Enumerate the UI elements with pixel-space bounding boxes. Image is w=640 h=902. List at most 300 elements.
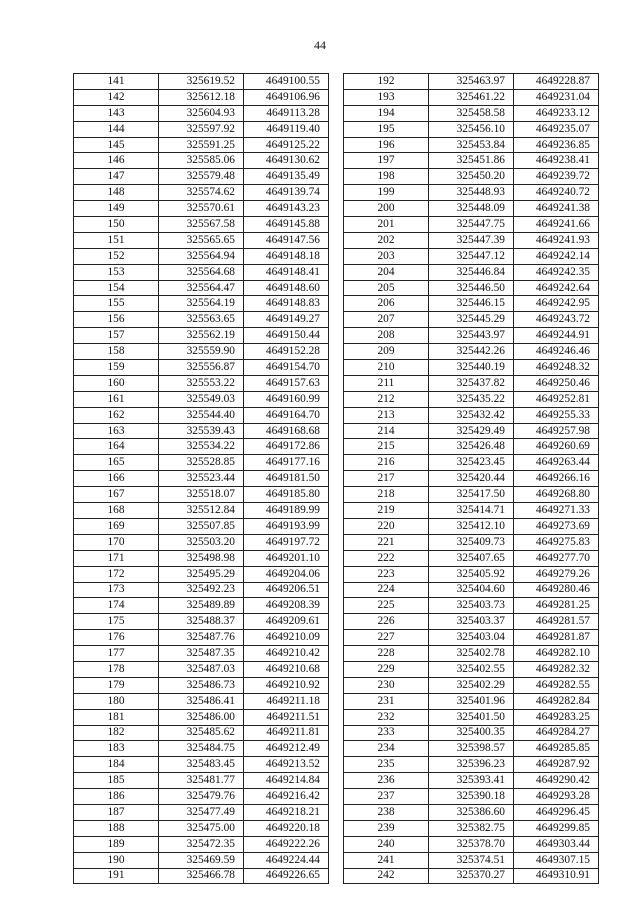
point-number-cell: 158: [74, 344, 159, 360]
x-coordinate-cell: 325414.71: [429, 503, 514, 519]
point-number-cell: 212: [344, 391, 429, 407]
y-coordinate-cell: 4649210.92: [244, 677, 329, 693]
point-number-cell: 149: [74, 201, 159, 217]
y-coordinate-cell: 4649280.46: [514, 582, 599, 598]
x-coordinate-cell: 325402.78: [429, 646, 514, 662]
table-row: [344, 232, 599, 248]
x-coordinate-cell: 325507.85: [159, 518, 244, 534]
y-coordinate-cell: 4649252.81: [514, 391, 599, 407]
point-number-cell: 196: [344, 137, 429, 153]
y-coordinate-cell: 4649164.70: [244, 407, 329, 423]
x-coordinate-cell: 325477.49: [159, 804, 244, 820]
point-number-cell: 180: [74, 693, 159, 709]
y-coordinate-cell: 4649201.10: [244, 550, 329, 566]
table-row: [344, 407, 599, 423]
table-row: [74, 661, 329, 677]
point-number-cell: 146: [74, 153, 159, 169]
point-number-cell: 182: [74, 725, 159, 741]
x-coordinate-cell: 325475.00: [159, 820, 244, 836]
point-number-cell: 179: [74, 677, 159, 693]
y-coordinate-cell: 4649248.32: [514, 360, 599, 376]
table-row: [74, 280, 329, 296]
y-coordinate-cell: 4649210.42: [244, 646, 329, 662]
point-number-cell: 169: [74, 518, 159, 534]
point-number-cell: 181: [74, 709, 159, 725]
y-coordinate-cell: 4649209.61: [244, 614, 329, 630]
table-row: [344, 375, 599, 391]
y-coordinate-cell: 4649290.42: [514, 773, 599, 789]
x-coordinate-cell: 325401.96: [429, 693, 514, 709]
table-row: [74, 423, 329, 439]
y-coordinate-cell: 4649210.09: [244, 630, 329, 646]
point-number-cell: 224: [344, 582, 429, 598]
point-number-cell: 233: [344, 725, 429, 741]
y-coordinate-cell: 4649241.93: [514, 232, 599, 248]
x-coordinate-cell: 325492.23: [159, 582, 244, 598]
point-number-cell: 147: [74, 169, 159, 185]
point-number-cell: 184: [74, 757, 159, 773]
point-number-cell: 156: [74, 312, 159, 328]
table-row: [74, 185, 329, 201]
table-row: [74, 550, 329, 566]
point-number-cell: 231: [344, 693, 429, 709]
table-row: [74, 693, 329, 709]
table-row: [74, 391, 329, 407]
point-number-cell: 239: [344, 820, 429, 836]
table-row: [74, 153, 329, 169]
point-number-cell: 191: [74, 868, 159, 884]
point-number-cell: 232: [344, 709, 429, 725]
y-coordinate-cell: 4649243.72: [514, 312, 599, 328]
point-number-cell: 152: [74, 248, 159, 264]
x-coordinate-cell: 325591.25: [159, 137, 244, 153]
y-coordinate-cell: 4649148.41: [244, 264, 329, 280]
table-row: [344, 773, 599, 789]
table-row: [74, 232, 329, 248]
point-number-cell: 175: [74, 614, 159, 630]
x-coordinate-cell: 325486.00: [159, 709, 244, 725]
y-coordinate-cell: 4649242.14: [514, 248, 599, 264]
y-coordinate-cell: 4649113.28: [244, 105, 329, 121]
table-row: [344, 693, 599, 709]
y-coordinate-cell: 4649263.44: [514, 455, 599, 471]
table-row: [344, 868, 599, 884]
table-row: [74, 328, 329, 344]
point-number-cell: 150: [74, 217, 159, 233]
x-coordinate-cell: 325528.85: [159, 455, 244, 471]
table-row: [74, 582, 329, 598]
x-coordinate-cell: 325472.35: [159, 836, 244, 852]
y-coordinate-cell: 4649157.63: [244, 375, 329, 391]
y-coordinate-cell: 4649213.52: [244, 757, 329, 773]
y-coordinate-cell: 4649231.04: [514, 89, 599, 105]
point-number-cell: 215: [344, 439, 429, 455]
x-coordinate-cell: 325503.20: [159, 534, 244, 550]
x-coordinate-cell: 325398.57: [429, 741, 514, 757]
x-coordinate-cell: 325432.42: [429, 407, 514, 423]
y-coordinate-cell: 4649147.56: [244, 232, 329, 248]
table-row: [74, 344, 329, 360]
table-row: [344, 677, 599, 693]
table-row: [344, 264, 599, 280]
y-coordinate-cell: 4649293.28: [514, 789, 599, 805]
y-coordinate-cell: 4649177.16: [244, 455, 329, 471]
point-number-cell: 177: [74, 646, 159, 662]
y-coordinate-cell: 4649210.68: [244, 661, 329, 677]
point-number-cell: 235: [344, 757, 429, 773]
y-coordinate-cell: 4649255.33: [514, 407, 599, 423]
x-coordinate-cell: 325378.70: [429, 836, 514, 852]
point-number-cell: 238: [344, 804, 429, 820]
point-number-cell: 159: [74, 360, 159, 376]
table-row: [344, 360, 599, 376]
table-row: [344, 185, 599, 201]
point-number-cell: 143: [74, 105, 159, 121]
x-coordinate-cell: 325562.19: [159, 328, 244, 344]
x-coordinate-cell: 325534.22: [159, 439, 244, 455]
table-row: [344, 169, 599, 185]
point-number-cell: 193: [344, 89, 429, 105]
table-row: [74, 518, 329, 534]
y-coordinate-cell: 4649303.44: [514, 836, 599, 852]
x-coordinate-cell: 325405.92: [429, 566, 514, 582]
point-number-cell: 237: [344, 789, 429, 805]
point-number-cell: 240: [344, 836, 429, 852]
y-coordinate-cell: 4649282.10: [514, 646, 599, 662]
x-coordinate-cell: 325549.03: [159, 391, 244, 407]
y-coordinate-cell: 4649148.83: [244, 296, 329, 312]
table-row: [74, 471, 329, 487]
y-coordinate-cell: 4649310.91: [514, 868, 599, 884]
table-row: [344, 74, 599, 90]
table-row: [74, 89, 329, 105]
y-coordinate-cell: 4649285.85: [514, 741, 599, 757]
y-coordinate-cell: 4649241.66: [514, 217, 599, 233]
y-coordinate-cell: 4649149.27: [244, 312, 329, 328]
point-number-cell: 166: [74, 471, 159, 487]
point-number-cell: 174: [74, 598, 159, 614]
y-coordinate-cell: 4649148.60: [244, 280, 329, 296]
y-coordinate-cell: 4649282.84: [514, 693, 599, 709]
point-number-cell: 185: [74, 773, 159, 789]
table-row: [344, 137, 599, 153]
point-number-cell: 210: [344, 360, 429, 376]
point-number-cell: 142: [74, 89, 159, 105]
y-coordinate-cell: 4649281.25: [514, 598, 599, 614]
table-row: [74, 487, 329, 503]
table-row: [344, 852, 599, 868]
y-coordinate-cell: 4649211.18: [244, 693, 329, 709]
table-row: [344, 328, 599, 344]
point-number-cell: 211: [344, 375, 429, 391]
table-row: [74, 789, 329, 805]
table-row: [74, 630, 329, 646]
y-coordinate-cell: 4649284.27: [514, 725, 599, 741]
table-row: [344, 487, 599, 503]
y-coordinate-cell: 4649257.98: [514, 423, 599, 439]
y-coordinate-cell: 4649135.49: [244, 169, 329, 185]
x-coordinate-cell: 325564.68: [159, 264, 244, 280]
x-coordinate-cell: 325486.73: [159, 677, 244, 693]
x-coordinate-cell: 325486.41: [159, 693, 244, 709]
point-number-cell: 200: [344, 201, 429, 217]
y-coordinate-cell: 4649279.26: [514, 566, 599, 582]
y-coordinate-cell: 4649282.32: [514, 661, 599, 677]
y-coordinate-cell: 4649307.15: [514, 852, 599, 868]
x-coordinate-cell: 325523.44: [159, 471, 244, 487]
x-coordinate-cell: 325463.97: [429, 74, 514, 90]
x-coordinate-cell: 325574.62: [159, 185, 244, 201]
y-coordinate-cell: 4649228.87: [514, 74, 599, 90]
table-row: [74, 646, 329, 662]
y-coordinate-cell: 4649266.16: [514, 471, 599, 487]
x-coordinate-cell: 325498.98: [159, 550, 244, 566]
point-number-cell: 208: [344, 328, 429, 344]
point-number-cell: 201: [344, 217, 429, 233]
point-number-cell: 214: [344, 423, 429, 439]
point-number-cell: 217: [344, 471, 429, 487]
point-number-cell: 155: [74, 296, 159, 312]
point-number-cell: 202: [344, 232, 429, 248]
x-coordinate-cell: 325382.75: [429, 820, 514, 836]
point-number-cell: 168: [74, 503, 159, 519]
table-row: [344, 661, 599, 677]
point-number-cell: 190: [74, 852, 159, 868]
y-coordinate-cell: 4649150.44: [244, 328, 329, 344]
table-row: [74, 598, 329, 614]
table-row: [74, 725, 329, 741]
x-coordinate-cell: 325370.27: [429, 868, 514, 884]
point-number-cell: 226: [344, 614, 429, 630]
x-coordinate-cell: 325544.40: [159, 407, 244, 423]
point-number-cell: 165: [74, 455, 159, 471]
table-row: [74, 455, 329, 471]
point-number-cell: 160: [74, 375, 159, 391]
point-number-cell: 189: [74, 836, 159, 852]
table-row: [344, 614, 599, 630]
table-row: [74, 534, 329, 550]
coordinates-table-left: [73, 73, 329, 884]
x-coordinate-cell: 325446.84: [429, 264, 514, 280]
x-coordinate-cell: 325437.82: [429, 375, 514, 391]
y-coordinate-cell: 4649208.39: [244, 598, 329, 614]
point-number-cell: 153: [74, 264, 159, 280]
x-coordinate-cell: 325553.22: [159, 375, 244, 391]
point-number-cell: 187: [74, 804, 159, 820]
table-row: [74, 264, 329, 280]
x-coordinate-cell: 325448.09: [429, 201, 514, 217]
y-coordinate-cell: 4649168.68: [244, 423, 329, 439]
x-coordinate-cell: 325443.97: [429, 328, 514, 344]
x-coordinate-cell: 325495.29: [159, 566, 244, 582]
point-number-cell: 163: [74, 423, 159, 439]
table-row: [344, 741, 599, 757]
x-coordinate-cell: 325446.50: [429, 280, 514, 296]
y-coordinate-cell: 4649250.46: [514, 375, 599, 391]
y-coordinate-cell: 4649145.88: [244, 217, 329, 233]
y-coordinate-cell: 4649130.62: [244, 153, 329, 169]
y-coordinate-cell: 4649172.86: [244, 439, 329, 455]
point-number-cell: 205: [344, 280, 429, 296]
point-number-cell: 206: [344, 296, 429, 312]
x-coordinate-cell: 325564.19: [159, 296, 244, 312]
y-coordinate-cell: 4649212.49: [244, 741, 329, 757]
point-number-cell: 241: [344, 852, 429, 868]
table-row: [74, 614, 329, 630]
table-row: [74, 820, 329, 836]
point-number-cell: 218: [344, 487, 429, 503]
y-coordinate-cell: 4649143.23: [244, 201, 329, 217]
y-coordinate-cell: 4649281.87: [514, 630, 599, 646]
table-row: [344, 725, 599, 741]
y-coordinate-cell: 4649185.80: [244, 487, 329, 503]
x-coordinate-cell: 325390.18: [429, 789, 514, 805]
y-coordinate-cell: 4649119.40: [244, 121, 329, 137]
x-coordinate-cell: 325469.59: [159, 852, 244, 868]
table-row: [344, 709, 599, 725]
point-number-cell: 167: [74, 487, 159, 503]
y-coordinate-cell: 4649197.72: [244, 534, 329, 550]
table-row: [74, 201, 329, 217]
table-row: [344, 89, 599, 105]
table-row: [74, 773, 329, 789]
y-coordinate-cell: 4649268.80: [514, 487, 599, 503]
x-coordinate-cell: 325426.48: [429, 439, 514, 455]
y-coordinate-cell: 4649271.33: [514, 503, 599, 519]
point-number-cell: 151: [74, 232, 159, 248]
point-number-cell: 198: [344, 169, 429, 185]
x-coordinate-cell: 325386.60: [429, 804, 514, 820]
x-coordinate-cell: 325489.89: [159, 598, 244, 614]
x-coordinate-cell: 325404.60: [429, 582, 514, 598]
x-coordinate-cell: 325440.19: [429, 360, 514, 376]
point-number-cell: 223: [344, 566, 429, 582]
x-coordinate-cell: 325479.76: [159, 789, 244, 805]
x-coordinate-cell: 325487.35: [159, 646, 244, 662]
point-number-cell: 173: [74, 582, 159, 598]
x-coordinate-cell: 325429.49: [429, 423, 514, 439]
point-number-cell: 199: [344, 185, 429, 201]
table-row: [344, 836, 599, 852]
x-coordinate-cell: 325487.76: [159, 630, 244, 646]
table-row: [344, 439, 599, 455]
x-coordinate-cell: 325442.26: [429, 344, 514, 360]
x-coordinate-cell: 325374.51: [429, 852, 514, 868]
x-coordinate-cell: 325456.10: [429, 121, 514, 137]
page-number: 44: [314, 38, 326, 52]
table-row: [344, 248, 599, 264]
table-row: [74, 407, 329, 423]
y-coordinate-cell: 4649236.85: [514, 137, 599, 153]
x-coordinate-cell: 325481.77: [159, 773, 244, 789]
point-number-cell: 192: [344, 74, 429, 90]
y-coordinate-cell: 4649282.55: [514, 677, 599, 693]
y-coordinate-cell: 4649233.12: [514, 105, 599, 121]
table-row: [344, 391, 599, 407]
table-row: [344, 646, 599, 662]
x-coordinate-cell: 325597.92: [159, 121, 244, 137]
table-row: [344, 534, 599, 550]
coordinates-table-right: [343, 73, 599, 884]
table-row: [344, 518, 599, 534]
x-coordinate-cell: 325423.45: [429, 455, 514, 471]
point-number-cell: 195: [344, 121, 429, 137]
x-coordinate-cell: 325556.87: [159, 360, 244, 376]
table-row: [344, 105, 599, 121]
table-row: [344, 566, 599, 582]
table-row: [344, 550, 599, 566]
x-coordinate-cell: 325435.22: [429, 391, 514, 407]
x-coordinate-cell: 325450.20: [429, 169, 514, 185]
table-row: [74, 566, 329, 582]
x-coordinate-cell: 325564.94: [159, 248, 244, 264]
y-coordinate-cell: 4649214.84: [244, 773, 329, 789]
y-coordinate-cell: 4649218.21: [244, 804, 329, 820]
x-coordinate-cell: 325446.15: [429, 296, 514, 312]
table-row: [344, 503, 599, 519]
x-coordinate-cell: 325485.62: [159, 725, 244, 741]
table-row: [74, 296, 329, 312]
table-row: [344, 201, 599, 217]
y-coordinate-cell: 4649193.99: [244, 518, 329, 534]
table-row: [74, 868, 329, 884]
table-row: [74, 757, 329, 773]
x-coordinate-cell: 325420.44: [429, 471, 514, 487]
table-row: [344, 630, 599, 646]
x-coordinate-cell: 325484.75: [159, 741, 244, 757]
x-coordinate-cell: 325409.73: [429, 534, 514, 550]
x-coordinate-cell: 325453.84: [429, 137, 514, 153]
y-coordinate-cell: 4649240.72: [514, 185, 599, 201]
y-coordinate-cell: 4649260.69: [514, 439, 599, 455]
x-coordinate-cell: 325402.29: [429, 677, 514, 693]
y-coordinate-cell: 4649281.57: [514, 614, 599, 630]
x-coordinate-cell: 325579.48: [159, 169, 244, 185]
point-number-cell: 221: [344, 534, 429, 550]
point-number-cell: 204: [344, 264, 429, 280]
y-coordinate-cell: 4649189.99: [244, 503, 329, 519]
y-coordinate-cell: 4649283.25: [514, 709, 599, 725]
y-coordinate-cell: 4649273.69: [514, 518, 599, 534]
x-coordinate-cell: 325539.43: [159, 423, 244, 439]
point-number-cell: 148: [74, 185, 159, 201]
point-number-cell: 197: [344, 153, 429, 169]
point-number-cell: 141: [74, 74, 159, 90]
table-row: [74, 217, 329, 233]
point-number-cell: 222: [344, 550, 429, 566]
x-coordinate-cell: 325512.84: [159, 503, 244, 519]
y-coordinate-cell: 4649211.81: [244, 725, 329, 741]
x-coordinate-cell: 325401.50: [429, 709, 514, 725]
y-coordinate-cell: 4649211.51: [244, 709, 329, 725]
point-number-cell: 207: [344, 312, 429, 328]
table-row: [74, 852, 329, 868]
point-number-cell: 242: [344, 868, 429, 884]
point-number-cell: 228: [344, 646, 429, 662]
point-number-cell: 178: [74, 661, 159, 677]
point-number-cell: 227: [344, 630, 429, 646]
y-coordinate-cell: 4649241.38: [514, 201, 599, 217]
point-number-cell: 188: [74, 820, 159, 836]
y-coordinate-cell: 4649220.18: [244, 820, 329, 836]
table-row: [74, 503, 329, 519]
table-row: [344, 423, 599, 439]
y-coordinate-cell: 4649106.96: [244, 89, 329, 105]
x-coordinate-cell: 325488.37: [159, 614, 244, 630]
point-number-cell: 157: [74, 328, 159, 344]
x-coordinate-cell: 325403.73: [429, 598, 514, 614]
x-coordinate-cell: 325402.55: [429, 661, 514, 677]
